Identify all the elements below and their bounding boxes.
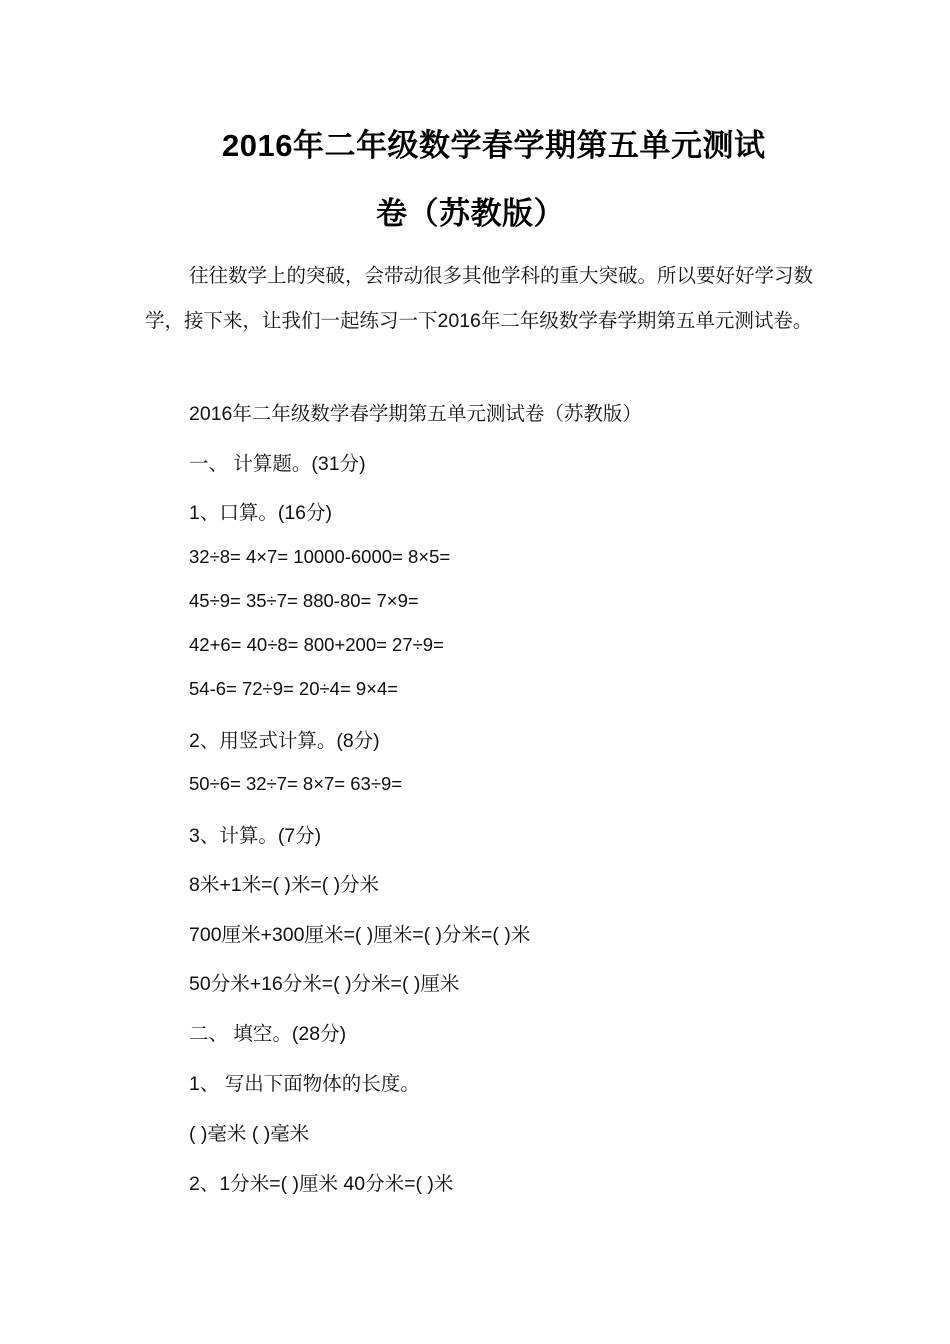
intro-paragraph: 往往数学上的突破，会带动很多其他学科的重大突破。所以要好好学习数学，接下来，让我们一起练习一下2016年二年级数学春学期第五单元测试卷。 xyxy=(145,265,814,332)
document-title-line-2: 卷（苏教版） xyxy=(376,196,565,231)
section-heading-fill-blank: 二、 填空。(28分) xyxy=(189,1023,347,1045)
question-heading-calculate: 3、计算。(7分) xyxy=(189,825,322,847)
exercise-line: 700厘米+300厘米=( )厘米=( )分米=( )米 xyxy=(189,924,531,946)
exercise-line: 54-6= 72÷9= 20÷4= 9×4= xyxy=(189,678,399,699)
question-heading-length: 1、 写出下面物体的长度。 xyxy=(189,1073,420,1095)
subtitle-line: 2016年二年级数学春学期第五单元测试卷（苏教版） xyxy=(189,403,642,425)
exercise-line: 8米+1米=( )米=( )分米 xyxy=(189,874,380,896)
question-heading-vertical-calc: 2、用竖式计算。(8分) xyxy=(189,730,380,752)
exercise-line: ( )毫米 ( )毫米 xyxy=(189,1123,310,1145)
exercise-line: 32÷8= 4×7= 10000-6000= 8×5= xyxy=(189,546,451,567)
exercise-line: 2、1分米=( )厘米 40分米=( )米 xyxy=(189,1173,454,1195)
question-heading-mental-math: 1、口算。(16分) xyxy=(189,502,333,524)
exercise-line: 50分米+16分米=( )分米=( )厘米 xyxy=(189,973,460,995)
section-heading-calculation: 一、 计算题。(31分) xyxy=(189,453,366,475)
exercise-line: 42+6= 40÷8= 800+200= 27÷9= xyxy=(189,634,444,655)
exercise-line: 45÷9= 35÷7= 880-80= 7×9= xyxy=(189,590,419,611)
document-title-line-1: 2016年二年级数学春学期第五单元测试 xyxy=(222,128,766,163)
exercise-line: 50÷6= 32÷7= 8×7= 63÷9= xyxy=(189,773,403,794)
